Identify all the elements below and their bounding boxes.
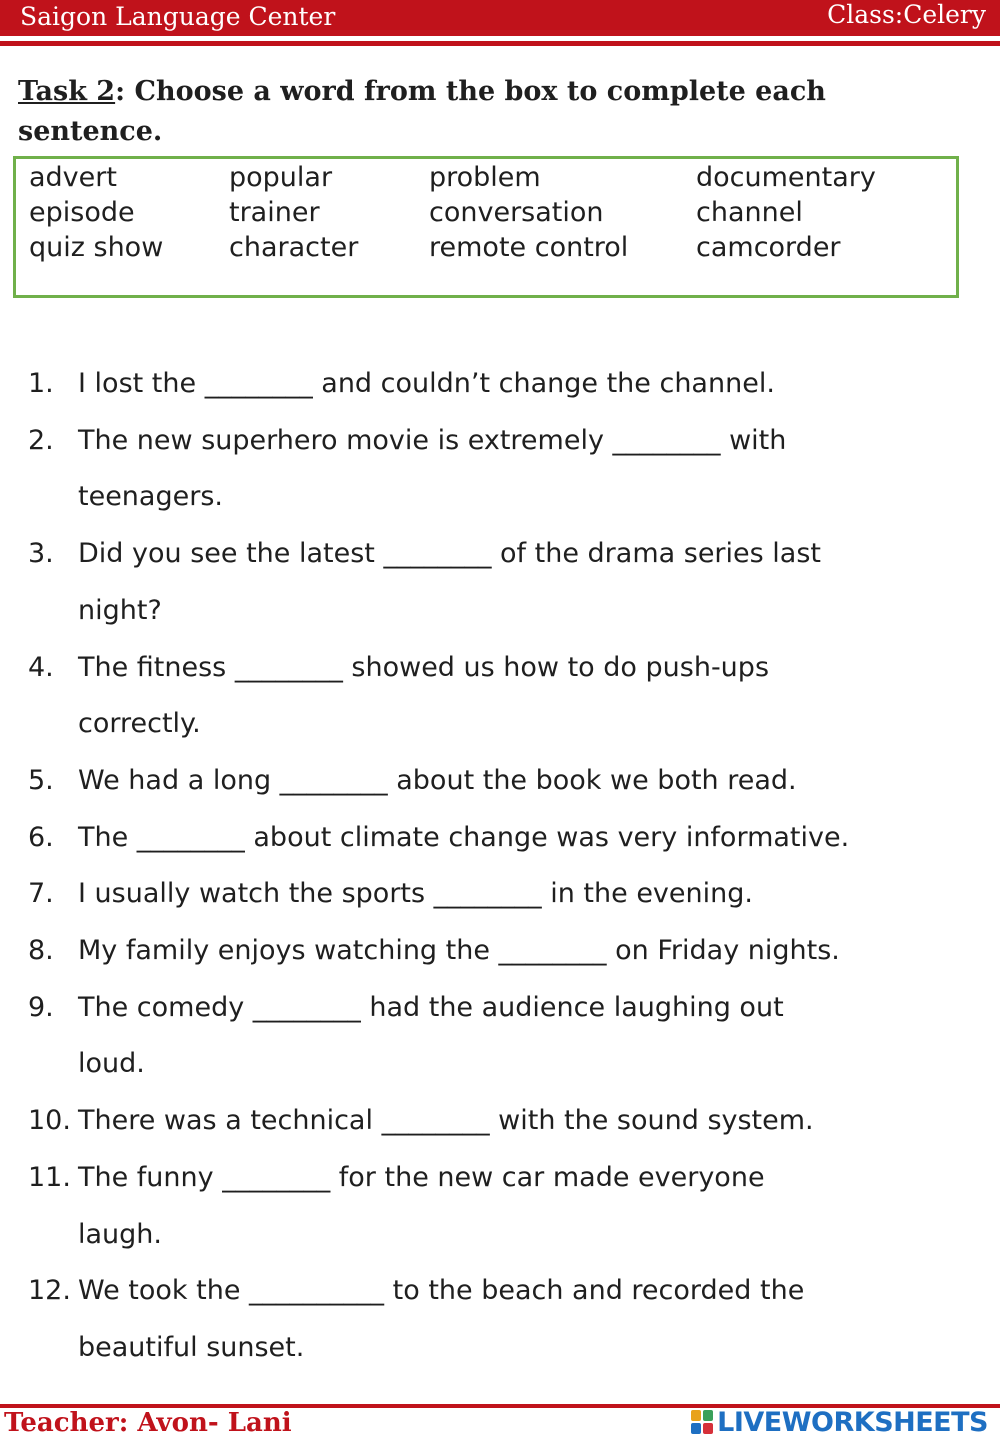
question-text: The ________ about climate change was very informative. <box>78 821 850 853</box>
question-line <box>0 810 1000 866</box>
question-line <box>0 526 1000 582</box>
question-line <box>0 1207 1000 1263</box>
question-line <box>0 696 1000 752</box>
question-text: night? <box>78 594 162 626</box>
question-text: correctly. <box>78 708 201 740</box>
teacher-name: Teacher: Avon- Lani <box>4 1408 292 1438</box>
liveworksheets-logo-icon <box>691 1410 713 1434</box>
question-number: 3. <box>28 538 54 570</box>
school-name: Saigon Language Center <box>20 2 336 31</box>
question-text: My family enjoys watching the ________ on Friday nights. <box>78 935 840 966</box>
question-number: 2. <box>28 424 54 456</box>
class-label: Class:Celery <box>827 0 986 29</box>
word-box-item: conversation <box>429 197 604 228</box>
question-number: 6. <box>28 821 54 853</box>
question-number: 7. <box>28 878 54 910</box>
word-box-item: channel <box>696 197 803 228</box>
word-box-item: camcorder <box>696 232 841 263</box>
question-line <box>0 413 1000 469</box>
word-box-item: problem <box>429 162 541 193</box>
question-text: The comedy ________ had the audience laughing out <box>78 991 784 1023</box>
question-line <box>0 1320 1000 1376</box>
question-number: 5. <box>28 764 54 796</box>
question-text: We took the __________ to the beach and recorded the <box>78 1275 805 1307</box>
task-instruction: : Choose a word from the box to complete each sentence. <box>18 76 826 147</box>
question-text: The new superhero movie is extremely ________ with <box>78 424 787 456</box>
question-line <box>0 1036 1000 1092</box>
header-divider <box>0 41 1000 46</box>
question-number: 4. <box>28 651 54 683</box>
question-text: beautiful sunset. <box>78 1331 305 1363</box>
question-line <box>0 640 1000 696</box>
word-box-item: remote control <box>429 232 629 263</box>
word-box-item: documentary <box>696 162 876 193</box>
question-line <box>0 583 1000 639</box>
question-line <box>0 356 1000 412</box>
question-number: 10. <box>28 1105 71 1137</box>
question-text: The fitness ________ showed us how to do push-ups <box>78 651 770 683</box>
question-line <box>0 1150 1000 1206</box>
brand-text: LIVEWORKSHEETS <box>717 1406 988 1438</box>
question-text: laugh. <box>78 1218 162 1250</box>
question-text: Did you see the latest ________ of the drama series last <box>78 538 821 570</box>
word-box <box>13 156 959 298</box>
question-line <box>0 866 1000 922</box>
question-line <box>0 753 1000 809</box>
word-box-item: popular <box>229 162 333 193</box>
word-box-item: episode <box>29 197 135 228</box>
question-text: teenagers. <box>78 481 223 513</box>
liveworksheets-brand[interactable] <box>691 1404 988 1440</box>
question-line <box>0 469 1000 525</box>
word-box-item: character <box>229 232 359 263</box>
header-bar <box>0 0 1000 36</box>
question-line <box>0 980 1000 1036</box>
question-number: 11. <box>28 1161 71 1193</box>
question-line <box>0 1263 1000 1319</box>
question-text: The funny ________ for the new car made everyone <box>78 1161 765 1193</box>
question-text: We had a long ________ about the book we both read. <box>78 764 797 796</box>
question-number: 1. <box>28 368 54 399</box>
question-number: 12. <box>28 1275 71 1307</box>
question-text: loud. <box>78 1048 145 1080</box>
word-box-item: advert <box>29 162 117 193</box>
question-line <box>0 1093 1000 1149</box>
question-number: 8. <box>28 935 54 966</box>
question-text: I lost the ________ and couldn’t change the channel. <box>78 368 775 399</box>
word-box-item: trainer <box>229 197 320 228</box>
question-line <box>0 923 1000 979</box>
task-label: Task 2 <box>18 76 116 107</box>
word-box-item: quiz show <box>29 232 164 263</box>
question-number: 9. <box>28 991 54 1023</box>
task-title <box>18 72 978 152</box>
question-text: I usually watch the sports ________ in the evening. <box>78 878 753 910</box>
question-text: There was a technical ________ with the sound system. <box>78 1105 814 1137</box>
